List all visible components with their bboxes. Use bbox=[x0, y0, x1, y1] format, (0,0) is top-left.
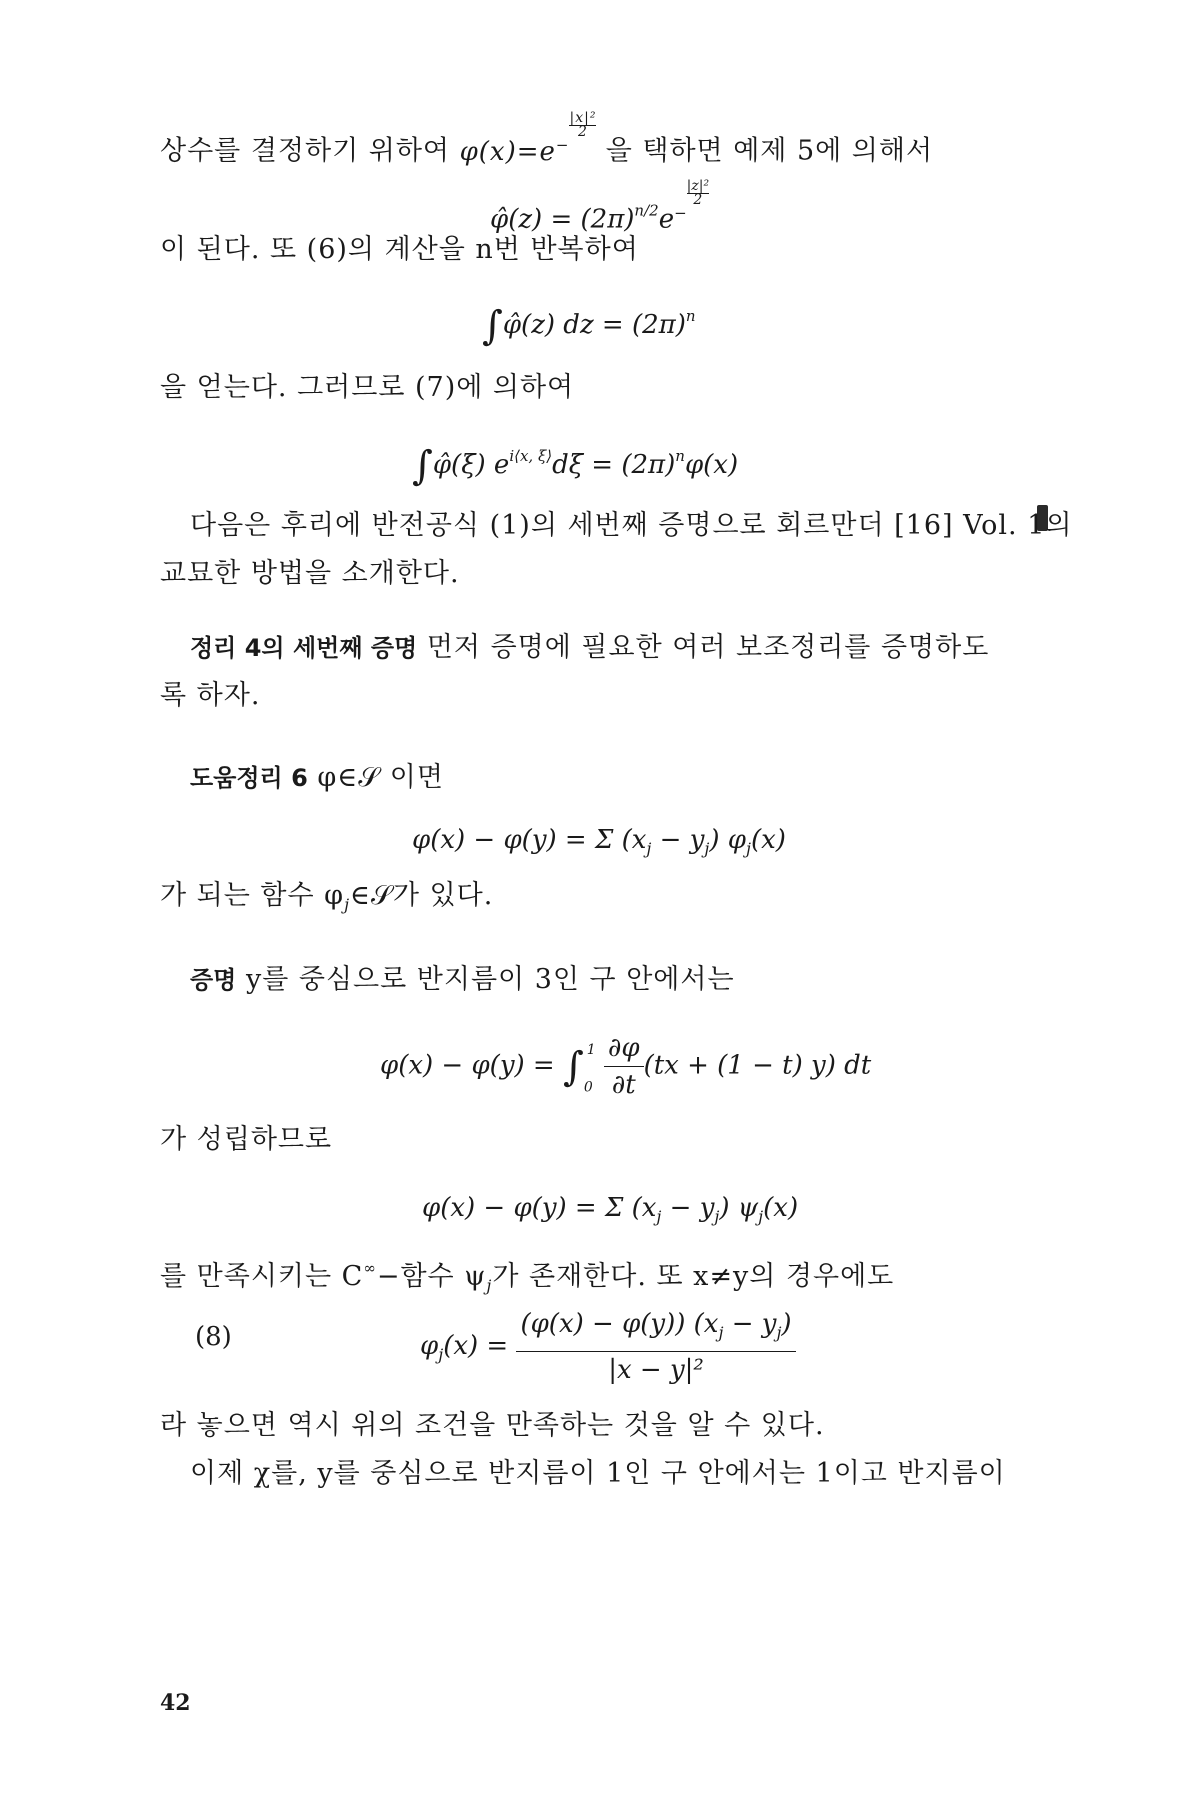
proof-heading: 증명 bbox=[190, 966, 237, 994]
theorem-line-2: 록 하자. bbox=[160, 680, 261, 711]
lemma-after-line: 가 되는 함수 $\varphi_j\in 𝒮$가 있다. bbox=[160, 880, 494, 914]
text-span: 상수를 결정하기 위하여 bbox=[160, 135, 460, 167]
text-span: 먼저 증명에 필요한 여러 보조정리를 증명하도 bbox=[417, 632, 990, 663]
equation-proof-integral: $\varphi(x) - \varphi(y) = \int_0^1$ $\frac{\partial\varphi}{\partial t}$ (tx + (1 − t) y) dt bbox=[380, 1030, 871, 1106]
equation-sum: φ(x) − φ(y) = Σ $(x_j - y_j)$ $\psi_j(x)$ bbox=[422, 1193, 799, 1226]
text-line-3: 을 얻는다. 그러므로 (7)에 의하여 bbox=[160, 372, 575, 403]
text-span: φ∈𝒮 이면 bbox=[307, 762, 444, 793]
equation-lemma: φ(x) − φ(y) = Σ $(x_j - y_j)$ $\varphi_j(x)$ bbox=[412, 825, 786, 858]
text-span: 가 되는 함수 φ bbox=[160, 880, 345, 911]
holds-line: 가 성립하므로 bbox=[160, 1124, 333, 1155]
paragraph-line-1: 다음은 후리에 반전공식 (1)의 세번째 증명으로 회르만더 [16] Vol. 1의 bbox=[190, 510, 1073, 541]
lemma-line bbox=[190, 760, 444, 796]
text-line-1 bbox=[160, 112, 933, 170]
equation-phi-hat: φ̂(z) = $(2\pi)^{n/2}e^{- \frac{\text{|z|²}}{2}}$ bbox=[490, 178, 710, 235]
proof-line bbox=[190, 962, 735, 998]
equation-number: (8) bbox=[195, 1322, 232, 1352]
exists-line: 를 만족시키는 C∞−함수 $\psi_j$가 존재한다. 또 x≠y의 경우에도 bbox=[160, 1259, 895, 1295]
text-span: ∈𝒮가 있다. bbox=[350, 880, 494, 911]
text-span: 를 만족시키는 C bbox=[160, 1261, 364, 1292]
theorem-heading: 정리 4의 세번째 증명 bbox=[190, 634, 418, 662]
theorem-line-1 bbox=[190, 630, 989, 666]
text-span: y를 중심으로 반지름이 3인 구 안에서는 bbox=[236, 964, 735, 995]
phi-definition: $\varphi(x)=e^{- \frac{\text{|x|²}}{2}}$ bbox=[459, 110, 597, 167]
text-line-2: 이 된다. 또 (6)의 계산을 n번 반복하여 bbox=[160, 234, 639, 265]
equation-integral: ∫φ̂(z) dz = $(2\pi)^n$ bbox=[482, 303, 696, 349]
text-span: 가 존재한다. 또 x≠y의 경우에도 bbox=[492, 1261, 895, 1292]
page-number: 42 bbox=[160, 1690, 191, 1716]
lemma-heading: 도움정리 6 bbox=[190, 764, 308, 792]
text-span: 을 택하면 예제 5에 의해서 bbox=[605, 135, 934, 167]
equation-8: $\varphi_j(x)$ = $\frac{(\varphi(x) - \varphi(y)) (x_j - y_j)}{\text{|x − y|²}}$ bbox=[420, 1306, 796, 1388]
last-line: 이제 χ를, y를 중심으로 반지름이 1인 구 안에서는 1이고 반지름이 bbox=[190, 1458, 1006, 1489]
paragraph-line-2: 교묘한 방법을 소개한다. bbox=[160, 558, 460, 589]
equation-inverse: ∫φ̂(ξ) $e^{i⟨x, \xi⟩}d\xi = (2\pi)^n\varphi(x)$ bbox=[412, 443, 739, 489]
text-span: −함수 ψ bbox=[376, 1261, 487, 1292]
satisfy-line: 라 놓으면 역시 위의 조건을 만족하는 것을 알 수 있다. bbox=[160, 1410, 825, 1441]
